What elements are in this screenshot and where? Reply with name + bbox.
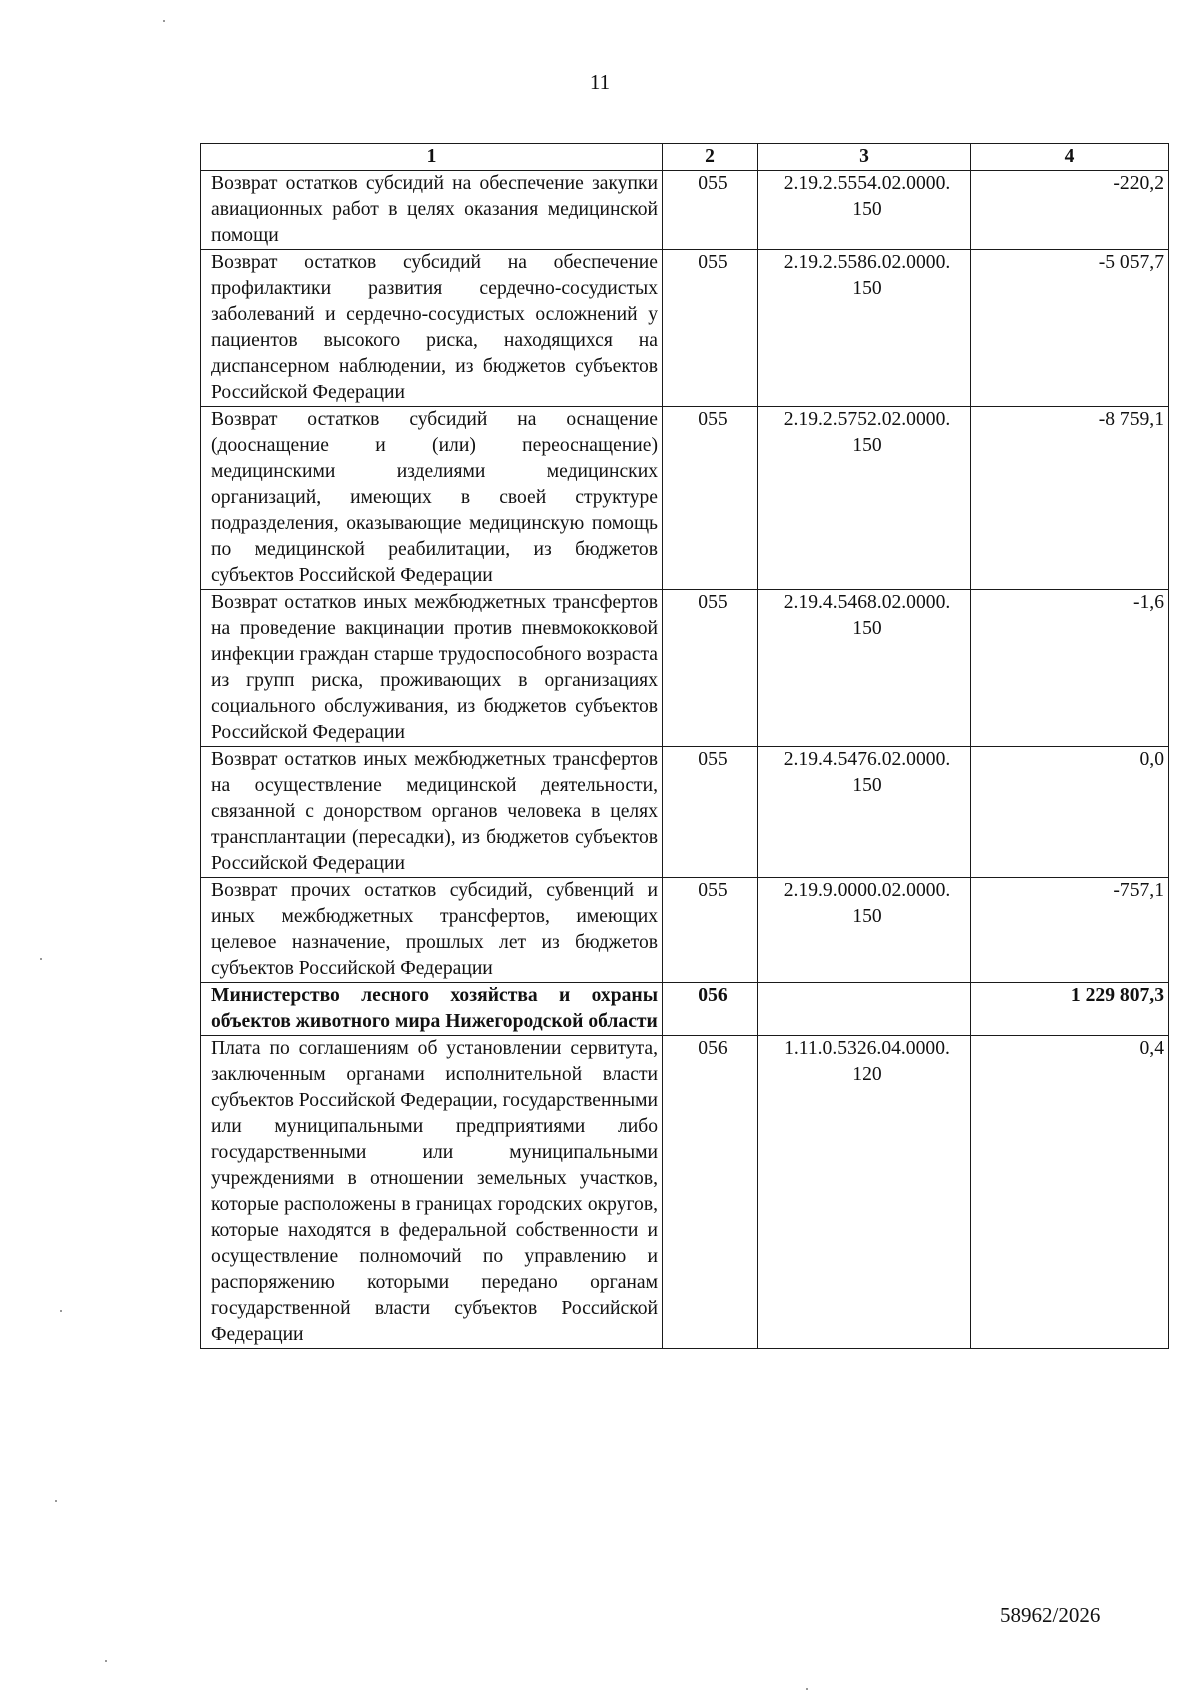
budget-code-line-2: 150 — [852, 435, 882, 456]
budget-code-line-1: 2.19.2.5752.02.0000. — [783, 409, 951, 430]
table-header — [201, 144, 1169, 171]
budget-code-line-1: 2.19.9.0000.02.0000. — [783, 880, 951, 901]
row-admin-code: 055 — [663, 171, 758, 250]
scan-speck — [163, 20, 165, 22]
budget-code-line-1: 2.19.4.5476.02.0000. — [783, 749, 951, 770]
table-row — [201, 747, 1169, 878]
row-admin-code: 055 — [663, 250, 758, 407]
row-budget-code — [758, 1036, 971, 1349]
row-admin-code: 055 — [663, 747, 758, 878]
column-header-4: 4 — [971, 144, 1169, 171]
table-row — [201, 171, 1169, 250]
column-header-3: 3 — [758, 144, 971, 171]
budget-code-line-1: 1.11.0.5326.04.0000. — [784, 1038, 950, 1059]
row-budget-code — [758, 983, 971, 1036]
row-name: Возврат остатков субсидий на обеспечение профилактики развития сердечно-сосудистых заболеваний и сердечно-сосудистых осложнений у пациентов высокого риска, находящихся на диспансерном наблюдении, из бюджетов субъектов Российской Федерации — [201, 250, 663, 407]
row-admin-code: 056 — [663, 983, 758, 1036]
scan-speck — [806, 1688, 808, 1690]
table-row-ministry-heading — [201, 983, 1169, 1036]
row-amount: -1,6 — [971, 590, 1169, 747]
table-row — [201, 250, 1169, 407]
budget-code-line-2: 150 — [852, 618, 882, 639]
column-header-2: 2 — [663, 144, 758, 171]
row-budget-code — [758, 878, 971, 983]
scan-speck — [105, 1660, 107, 1662]
header-row — [201, 144, 1169, 171]
row-amount: -8 759,1 — [971, 407, 1169, 590]
row-budget-code — [758, 747, 971, 878]
row-admin-code: 055 — [663, 590, 758, 747]
row-amount: -757,1 — [971, 878, 1169, 983]
row-amount: -5 057,7 — [971, 250, 1169, 407]
scan-speck — [40, 958, 42, 960]
page-number: 11 — [589, 70, 611, 94]
budget-code-line-2: 120 — [852, 1064, 882, 1085]
document-registration-number: 58962/2026 — [1000, 1603, 1101, 1627]
budget-code-line-2: 150 — [852, 775, 882, 796]
row-amount: 0,4 — [971, 1036, 1169, 1349]
budget-code-line-2: 150 — [852, 906, 882, 927]
row-name: Министерство лесного хозяйства и охраны объектов животного мира Нижегородской области — [201, 983, 663, 1036]
row-amount: 1 229 807,3 — [971, 983, 1169, 1036]
budget-table — [200, 143, 1169, 1349]
budget-code-line-1: 2.19.2.5586.02.0000. — [783, 252, 951, 273]
row-name: Возврат остатков субсидий на оснащение (дооснащение и (или) переоснащение) медицинскими изделиями медицинских организаций, имеющих в своей структуре подразделения, оказывающие медицинскую помощь по медицинской реабилитации, из бюджетов субъектов Российской Федерации — [201, 407, 663, 590]
row-name: Плата по соглашениям об установлении сервитута, заключенным органами исполнительной власти субъектов Российской Федерации, государственными или муниципальными предприятиями либо государственными или муниципальными учреждениями в отношении земельных участков, которые расположены в границах городских округов, которые находятся в федеральной собственности и осуществление полномочий по управлению и распоряжению которыми передано органам государственной власти субъектов Российской Федерации — [201, 1036, 663, 1349]
row-admin-code: 055 — [663, 878, 758, 983]
budget-code-line-1: 2.19.2.5554.02.0000. — [783, 173, 951, 194]
budget-code-line-1: 2.19.4.5468.02.0000. — [783, 592, 951, 613]
row-name: Возврат остатков иных межбюджетных трансфертов на проведение вакцинации против пневмококковой инфекции граждан старше трудоспособного возраста из групп риска, проживающих в организациях социального обслуживания, из бюджетов субъектов Российской Федерации — [201, 590, 663, 747]
row-amount: 0,0 — [971, 747, 1169, 878]
table-body — [201, 171, 1169, 1349]
scan-speck — [55, 1500, 57, 1502]
table-row — [201, 590, 1169, 747]
column-header-1: 1 — [201, 144, 663, 171]
row-name: Возврат остатков субсидий на обеспечение закупки авиационных работ в целях оказания медицинской помощи — [201, 171, 663, 250]
row-admin-code: 056 — [663, 1036, 758, 1349]
row-budget-code — [758, 407, 971, 590]
row-budget-code — [758, 250, 971, 407]
budget-code-line-2: 150 — [852, 278, 882, 299]
row-admin-code: 055 — [663, 407, 758, 590]
scan-speck — [60, 1310, 62, 1312]
table-row — [201, 1036, 1169, 1349]
budget-code-line-2: 150 — [852, 199, 882, 220]
table-row — [201, 407, 1169, 590]
row-amount: -220,2 — [971, 171, 1169, 250]
row-name: Возврат прочих остатков субсидий, субвенций и иных межбюджетных трансфертов, имеющих целевое назначение, прошлых лет из бюджетов субъектов Российской Федерации — [201, 878, 663, 983]
row-budget-code — [758, 590, 971, 747]
row-budget-code — [758, 171, 971, 250]
row-name: Возврат остатков иных межбюджетных трансфертов на осуществление медицинской деятельности, связанной с донорством органов человека в целях трансплантации (пересадки), из бюджетов субъектов Российской Федерации — [201, 747, 663, 878]
table-row — [201, 878, 1169, 983]
